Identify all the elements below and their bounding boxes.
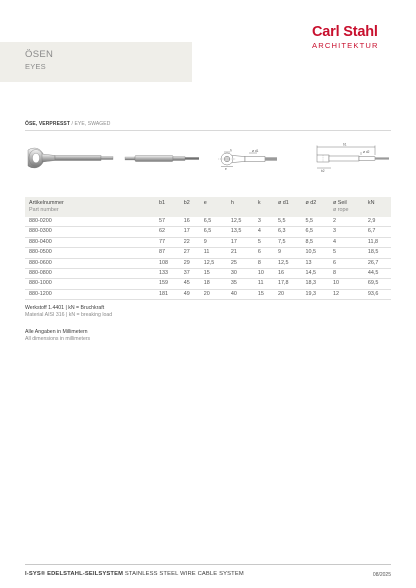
footer-product-rest: STAINLESS STEEL WIRE CABLE SYSTEM [123,571,244,577]
table-cell: 159 [155,279,180,289]
table-cell: 7,5 [274,237,302,247]
label-e: e [225,167,227,171]
material-note-en: Material AISI 316 | kN = breaking load [25,312,113,318]
table-cell: 5,5 [301,217,329,227]
table-row [25,237,391,247]
column-header: kN [364,197,391,217]
part-number-cell: 880-0300 [25,227,155,237]
column-header: ø Seil ø rope [329,197,364,217]
table-cell: 10,5 [301,248,329,258]
table-cell: 37 [180,269,200,279]
table-cell: 77 [155,237,180,247]
table-cell: 11,8 [364,237,391,247]
table-row [25,227,391,237]
table-cell: 108 [155,258,180,268]
table-cell: 11 [200,248,227,258]
table-cell: 6,5 [200,217,227,227]
table-cell: 35 [227,279,254,289]
table-cell: 20 [200,289,227,299]
brand-logo [312,25,400,51]
table-cell: 8 [254,258,274,268]
table-cell: 133 [155,269,180,279]
column-header: ø d1 [274,197,302,217]
table-cell: 5 [329,248,364,258]
table-cell: 3 [254,217,274,227]
table-cell: 6,5 [301,227,329,237]
table-cell: 13,5 [227,227,254,237]
table-cell: 93,6 [364,289,391,299]
table-cell: 4 [329,237,364,247]
material-note-de: Werkstoff 1.4401 | kN = Bruchkraft [25,305,105,311]
title-band [0,42,192,82]
section-label [25,121,110,127]
table-cell: 25 [227,258,254,268]
brand-name: Carl Stahl [312,24,378,40]
footer-product-bold: I-SYS® EDELSTAHL-SEILSYSTEM [25,571,124,577]
page-title: ÖSEN [25,49,54,60]
table-row [25,269,391,279]
table-cell: 9 [200,237,227,247]
table-cell: 16 [180,217,200,227]
label-b2: b2 [321,169,325,173]
table-cell: 69,5 [364,279,391,289]
product-drawings [25,138,391,188]
table-cell: 5,5 [274,217,302,227]
column-header: b2 [180,197,200,217]
table-cell: 18,5 [364,248,391,258]
section-title-de: ÖSE, VERPRESST [25,121,71,127]
table-cell: 16 [274,269,302,279]
table-cell: 12 [329,289,364,299]
table-cell: 27 [180,248,200,258]
part-number-cell: 880-0400 [25,237,155,247]
table-cell: 40 [227,289,254,299]
brand-division: ARCHITEKTUR [312,41,379,50]
footer-product-line [25,571,244,577]
table-cell: 5 [254,237,274,247]
table-cell: 6 [254,248,274,258]
specification-table [25,197,391,300]
eye-terminal-photo [28,148,113,168]
section-divider [25,130,391,131]
table-cell: 6,7 [364,227,391,237]
table-cell: 49 [180,289,200,299]
table-cell: 22 [180,237,200,247]
units-note-de: Alle Angaben in Millimetern [25,329,88,335]
table-cell: 9 [274,248,302,258]
table-cell: 17,8 [274,279,302,289]
table-cell: 62 [155,227,180,237]
table-cell: 45 [180,279,200,289]
column-header: e [200,197,227,217]
table-cell: 6,5 [200,227,227,237]
units-note-en: All dimensions in millimeters [25,336,91,342]
table-cell: 8 [329,269,364,279]
column-header: ø d2 [301,197,329,217]
footer-divider [25,564,391,565]
table-cell: 181 [155,289,180,299]
table-cell: 11 [254,279,274,289]
table-row [25,248,391,258]
table-cell: 12,5 [200,258,227,268]
table-cell: 21 [227,248,254,258]
table-cell: 12,5 [274,258,302,268]
table-row [25,289,391,299]
part-number-cell: 880-0800 [25,269,155,279]
table-row [25,217,391,227]
units-note [25,329,90,343]
table-cell: 15 [254,289,274,299]
column-header: b1 [155,197,180,217]
table-cell: 44,5 [364,269,391,279]
table-cell: 14,5 [301,269,329,279]
swage-sleeve-photo [125,156,199,162]
table-cell: 18,3 [301,279,329,289]
table-cell: 4 [254,227,274,237]
table-cell: 29 [180,258,200,268]
page-subtitle: EYES [25,62,46,71]
label-h: h [230,148,232,153]
table-cell: 2 [329,217,364,227]
part-number-cell: 880-0500 [25,248,155,258]
eye-technical-drawing [218,152,277,167]
table-cell: 10 [254,269,274,279]
table-cell: 6 [329,258,364,268]
table-cell: 57 [155,217,180,227]
table-cell: 8,5 [301,237,329,247]
part-number-cell: 880-0600 [25,258,155,268]
part-number-cell: 880-1000 [25,279,155,289]
table-row [25,279,391,289]
footer-date: 08/2025 [372,572,391,578]
table-cell: 18 [200,279,227,289]
table-cell: 30 [227,269,254,279]
table-cell: 17 [227,237,254,247]
table-cell: 17 [180,227,200,237]
table-cell: 12,5 [227,217,254,227]
label-d2: ø d2 [363,150,370,154]
table-cell: 2,9 [364,217,391,227]
table-row [25,258,391,268]
table-cell: 3 [329,227,364,237]
label-b1: b1 [343,142,347,147]
table-cell: 10 [329,279,364,289]
top-view-technical-drawing [317,146,389,169]
section-separator: / [70,121,75,127]
material-note [25,305,112,319]
table-cell: 20 [274,289,302,299]
part-number-cell: 880-1200 [25,289,155,299]
section-title-en: EYE, SWAGED [74,121,111,127]
table-cell: 13 [301,258,329,268]
column-header: Artikelnummer Part number [25,197,155,217]
part-number-cell: 880-0200 [25,217,155,227]
table-cell: 26,7 [364,258,391,268]
table-cell: 15 [200,269,227,279]
table-header-row [25,197,391,217]
column-header: h [227,197,254,217]
table-cell: 87 [155,248,180,258]
table-cell: 6,3 [274,227,302,237]
column-header: k [254,197,274,217]
table-cell: 19,3 [301,289,329,299]
label-d1: ø d1 [252,149,259,153]
